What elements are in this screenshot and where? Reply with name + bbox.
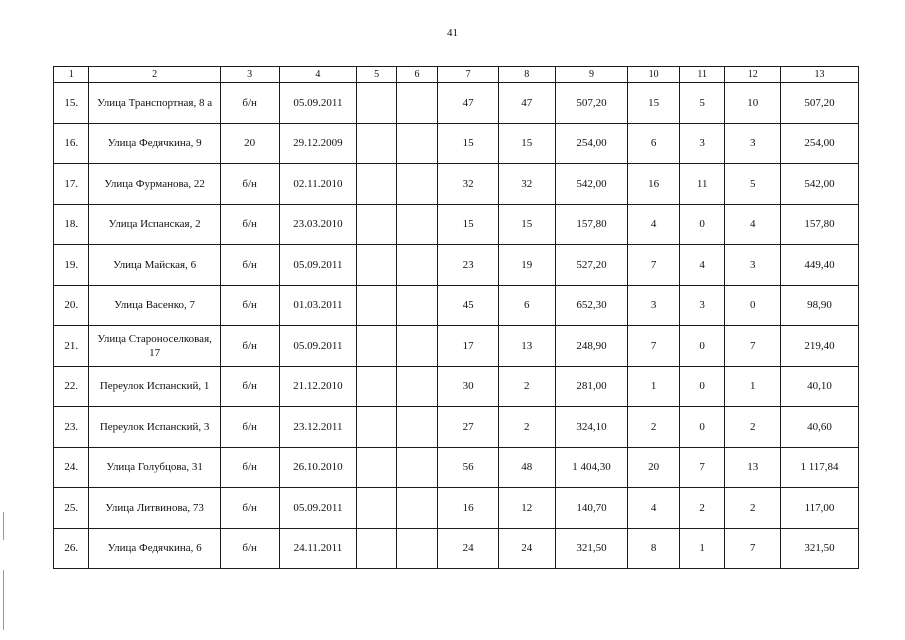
col9-value: 652,30: [555, 285, 628, 326]
col10-value: 1: [628, 366, 680, 407]
col6-cell: [396, 488, 437, 529]
col5-cell: [357, 204, 396, 245]
col12-value: 7: [725, 528, 781, 569]
col9-value: 527,20: [555, 245, 628, 286]
page-number: 41: [447, 27, 458, 39]
street-address: Улица Староноселковая, 17: [89, 326, 220, 367]
col10-value: 16: [628, 164, 680, 205]
col12-value: 3: [725, 123, 781, 164]
house-number: б/н: [220, 366, 279, 407]
col12-value: 1: [725, 366, 781, 407]
col11-value: 3: [679, 123, 725, 164]
table-row: [54, 326, 859, 367]
col5-cell: [357, 366, 396, 407]
row-number: 18.: [54, 204, 89, 245]
col6-cell: [396, 366, 437, 407]
col7-value: 24: [438, 528, 499, 569]
scan-margin-mark: [3, 570, 4, 630]
col9-value: 507,20: [555, 83, 628, 124]
date: 05.09.2011: [279, 83, 357, 124]
col7-value: 27: [438, 407, 499, 448]
column-header: 13: [781, 67, 859, 83]
col11-value: 4: [679, 245, 725, 286]
row-number: 17.: [54, 164, 89, 205]
col5-cell: [357, 488, 396, 529]
row-number: 21.: [54, 326, 89, 367]
col9-value: 324,10: [555, 407, 628, 448]
house-number: б/н: [220, 245, 279, 286]
col13-value: 507,20: [781, 83, 859, 124]
col8-value: 12: [498, 488, 555, 529]
row-number: 16.: [54, 123, 89, 164]
col12-value: 2: [725, 488, 781, 529]
col11-value: 11: [679, 164, 725, 205]
house-number: б/н: [220, 204, 279, 245]
col11-value: 7: [679, 447, 725, 488]
col9-value: 140,70: [555, 488, 628, 529]
col10-value: 2: [628, 407, 680, 448]
house-number: б/н: [220, 447, 279, 488]
street-address: Улица Литвинова, 73: [89, 488, 220, 529]
col7-value: 23: [438, 245, 499, 286]
column-header: 7: [438, 67, 499, 83]
col13-value: 40,60: [781, 407, 859, 448]
street-address: Улица Федячкина, 9: [89, 123, 220, 164]
column-header: 1: [54, 67, 89, 83]
col7-value: 45: [438, 285, 499, 326]
col8-value: 19: [498, 245, 555, 286]
house-number: б/н: [220, 488, 279, 529]
table-row: [54, 123, 859, 164]
row-number: 23.: [54, 407, 89, 448]
street-address: Переулок Испанский, 3: [89, 407, 220, 448]
col7-value: 47: [438, 83, 499, 124]
col12-value: 4: [725, 204, 781, 245]
col6-cell: [396, 285, 437, 326]
col8-value: 24: [498, 528, 555, 569]
scan-margin-mark: [3, 512, 4, 540]
col5-cell: [357, 164, 396, 205]
row-number: 25.: [54, 488, 89, 529]
col13-value: 542,00: [781, 164, 859, 205]
col9-value: 248,90: [555, 326, 628, 367]
col12-value: 7: [725, 326, 781, 367]
col11-value: 0: [679, 366, 725, 407]
col8-value: 15: [498, 204, 555, 245]
col10-value: 7: [628, 245, 680, 286]
col6-cell: [396, 123, 437, 164]
row-number: 15.: [54, 83, 89, 124]
column-header: 2: [89, 67, 220, 83]
street-address: Улица Голубцова, 31: [89, 447, 220, 488]
col7-value: 30: [438, 366, 499, 407]
street-address: Улица Васенко, 7: [89, 285, 220, 326]
house-number: б/н: [220, 83, 279, 124]
column-header: 4: [279, 67, 357, 83]
col6-cell: [396, 204, 437, 245]
table-row: [54, 285, 859, 326]
col9-value: 321,50: [555, 528, 628, 569]
col13-value: 98,90: [781, 285, 859, 326]
table-row: [54, 407, 859, 448]
date: 29.12.2009: [279, 123, 357, 164]
house-number: б/н: [220, 285, 279, 326]
row-number: 20.: [54, 285, 89, 326]
column-header: 9: [555, 67, 628, 83]
col8-value: 32: [498, 164, 555, 205]
col11-value: 5: [679, 83, 725, 124]
col9-value: 1 404,30: [555, 447, 628, 488]
col12-value: 2: [725, 407, 781, 448]
date: 01.03.2011: [279, 285, 357, 326]
col6-cell: [396, 326, 437, 367]
table-body: [54, 83, 859, 569]
col7-value: 32: [438, 164, 499, 205]
col13-value: 157,80: [781, 204, 859, 245]
col13-value: 40,10: [781, 366, 859, 407]
col13-value: 321,50: [781, 528, 859, 569]
col5-cell: [357, 326, 396, 367]
col5-cell: [357, 83, 396, 124]
street-address: Улица Майская, 6: [89, 245, 220, 286]
col10-value: 4: [628, 204, 680, 245]
date: 05.09.2011: [279, 488, 357, 529]
table-row: [54, 447, 859, 488]
col11-value: 1: [679, 528, 725, 569]
col10-value: 8: [628, 528, 680, 569]
row-number: 19.: [54, 245, 89, 286]
row-number: 24.: [54, 447, 89, 488]
house-number: б/н: [220, 326, 279, 367]
row-number: 22.: [54, 366, 89, 407]
col9-value: 281,00: [555, 366, 628, 407]
house-number: б/н: [220, 407, 279, 448]
col12-value: 0: [725, 285, 781, 326]
col6-cell: [396, 83, 437, 124]
table-row: [54, 245, 859, 286]
house-number: 20: [220, 123, 279, 164]
date: 05.09.2011: [279, 245, 357, 286]
col5-cell: [357, 123, 396, 164]
column-header: 12: [725, 67, 781, 83]
street-address: Улица Транспортная, 8 а: [89, 83, 220, 124]
col8-value: 47: [498, 83, 555, 124]
col8-value: 13: [498, 326, 555, 367]
column-header: 11: [679, 67, 725, 83]
table-row: [54, 83, 859, 124]
column-header: 3: [220, 67, 279, 83]
date: 02.11.2010: [279, 164, 357, 205]
col8-value: 15: [498, 123, 555, 164]
col13-value: 449,40: [781, 245, 859, 286]
street-address: Улица Федячкина, 6: [89, 528, 220, 569]
col8-value: 2: [498, 407, 555, 448]
col5-cell: [357, 447, 396, 488]
header-row: [54, 67, 859, 83]
col12-value: 3: [725, 245, 781, 286]
col10-value: 20: [628, 447, 680, 488]
col12-value: 10: [725, 83, 781, 124]
col7-value: 56: [438, 447, 499, 488]
date: 23.12.2011: [279, 407, 357, 448]
column-header: 5: [357, 67, 396, 83]
col5-cell: [357, 407, 396, 448]
date: 26.10.2010: [279, 447, 357, 488]
col10-value: 7: [628, 326, 680, 367]
date: 23.03.2010: [279, 204, 357, 245]
date: 05.09.2011: [279, 326, 357, 367]
col13-value: 117,00: [781, 488, 859, 529]
col9-value: 157,80: [555, 204, 628, 245]
col11-value: 0: [679, 326, 725, 367]
row-number: 26.: [54, 528, 89, 569]
col10-value: 6: [628, 123, 680, 164]
col8-value: 2: [498, 366, 555, 407]
date: 24.11.2011: [279, 528, 357, 569]
col11-value: 0: [679, 204, 725, 245]
col6-cell: [396, 528, 437, 569]
col7-value: 15: [438, 204, 499, 245]
col13-value: 219,40: [781, 326, 859, 367]
col7-value: 15: [438, 123, 499, 164]
col9-value: 542,00: [555, 164, 628, 205]
table-row: [54, 488, 859, 529]
col11-value: 0: [679, 407, 725, 448]
col10-value: 3: [628, 285, 680, 326]
house-number: б/н: [220, 164, 279, 205]
column-header: 8: [498, 67, 555, 83]
table-row: [54, 366, 859, 407]
col5-cell: [357, 528, 396, 569]
col13-value: 1 117,84: [781, 447, 859, 488]
col6-cell: [396, 245, 437, 286]
col7-value: 16: [438, 488, 499, 529]
column-header: 10: [628, 67, 680, 83]
table-header: [54, 67, 859, 83]
date: 21.12.2010: [279, 366, 357, 407]
street-address: Переулок Испанский, 1: [89, 366, 220, 407]
table-row: [54, 164, 859, 205]
col5-cell: [357, 285, 396, 326]
col5-cell: [357, 245, 396, 286]
col13-value: 254,00: [781, 123, 859, 164]
col10-value: 15: [628, 83, 680, 124]
col10-value: 4: [628, 488, 680, 529]
house-number: б/н: [220, 528, 279, 569]
col8-value: 48: [498, 447, 555, 488]
col9-value: 254,00: [555, 123, 628, 164]
col6-cell: [396, 447, 437, 488]
col6-cell: [396, 407, 437, 448]
col12-value: 13: [725, 447, 781, 488]
table-row: [54, 528, 859, 569]
table-row: [54, 204, 859, 245]
col11-value: 2: [679, 488, 725, 529]
street-address: Улица Испанская, 2: [89, 204, 220, 245]
col12-value: 5: [725, 164, 781, 205]
register-table: [53, 66, 859, 569]
col8-value: 6: [498, 285, 555, 326]
column-header: 6: [396, 67, 437, 83]
col11-value: 3: [679, 285, 725, 326]
col7-value: 17: [438, 326, 499, 367]
street-address: Улица Фурманова, 22: [89, 164, 220, 205]
col6-cell: [396, 164, 437, 205]
